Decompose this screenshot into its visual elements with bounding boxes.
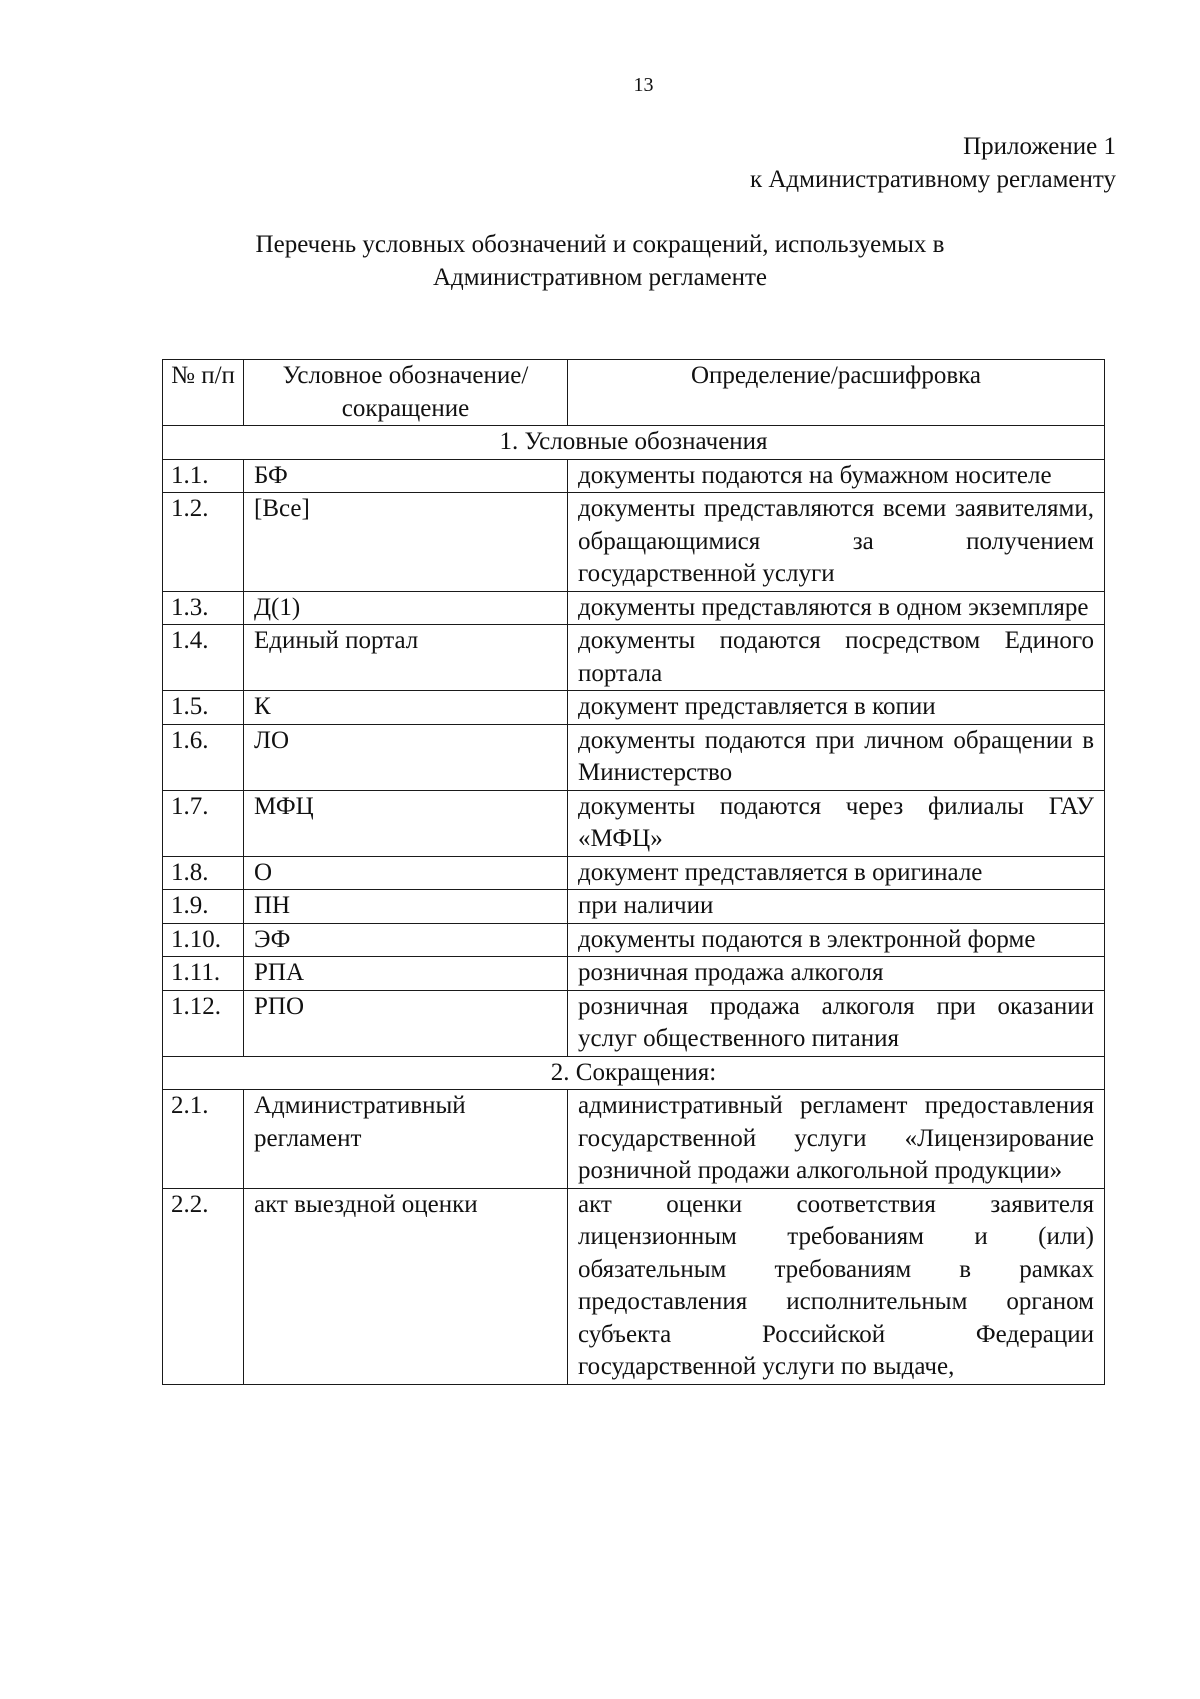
table-row (163, 459, 1105, 493)
section-row (163, 1056, 1105, 1090)
table-row (163, 1090, 1105, 1189)
table-row (163, 923, 1105, 957)
header-definition: Определение/расшифровка (568, 360, 1105, 426)
page-number: 13 (633, 74, 654, 96)
row-number: 1.7. (163, 790, 244, 856)
row-number: 1.9. (163, 890, 244, 924)
row-number: 1.12. (163, 990, 244, 1056)
row-definition: документы подаются через филиалы ГАУ «МФЦ» (568, 790, 1105, 856)
row-definition: документы подаются в электронной форме (568, 923, 1105, 957)
row-number: 1.2. (163, 493, 244, 592)
table-row (163, 1188, 1105, 1384)
row-number: 1.1. (163, 459, 244, 493)
header-number: № п/п (163, 360, 244, 426)
row-abbreviation: Единый портал (244, 625, 568, 691)
document-title-line-1: Перечень условных обозначений и сокращений, используемых в (255, 231, 945, 258)
row-definition: розничная продажа алкоголя (568, 957, 1105, 991)
row-abbreviation: ЛО (244, 724, 568, 790)
row-number: 1.3. (163, 591, 244, 625)
row-number: 1.4. (163, 625, 244, 691)
row-abbreviation: К (244, 691, 568, 725)
row-abbreviation: акт выездной оценки (244, 1188, 568, 1384)
row-definition: розничная продажа алкоголя при оказании услуг общественного питания (568, 990, 1105, 1056)
row-abbreviation: О (244, 856, 568, 890)
row-abbreviation: Административный регламент (244, 1090, 568, 1189)
abbreviations-table (162, 359, 1105, 1385)
appendix-number: Приложение 1 (963, 133, 1116, 160)
row-abbreviation: Д(1) (244, 591, 568, 625)
row-abbreviation: ПН (244, 890, 568, 924)
table-row (163, 790, 1105, 856)
row-number: 1.5. (163, 691, 244, 725)
section-title: 1. Условные обозначения (163, 426, 1105, 460)
table-row (163, 625, 1105, 691)
table-row (163, 493, 1105, 592)
table-row (163, 856, 1105, 890)
table-row (163, 724, 1105, 790)
row-number: 1.8. (163, 856, 244, 890)
table-row (163, 957, 1105, 991)
row-abbreviation: БФ (244, 459, 568, 493)
table-row (163, 691, 1105, 725)
row-definition: документы подаются при личном обращении в Министерство (568, 724, 1105, 790)
document-title (150, 228, 1050, 294)
row-definition: при наличии (568, 890, 1105, 924)
row-definition: документ представляется в оригинале (568, 856, 1105, 890)
section-title: 2. Сокращения: (163, 1056, 1105, 1090)
row-number: 2.1. (163, 1090, 244, 1189)
table-row (163, 990, 1105, 1056)
row-definition: документы представляются всеми заявителями, обращающимися за получением государственной услуги (568, 493, 1105, 592)
row-abbreviation: РПА (244, 957, 568, 991)
appendix-reference: к Административному регламенту (749, 166, 1116, 193)
table-row (163, 890, 1105, 924)
row-abbreviation: РПО (244, 990, 568, 1056)
header-abbreviation: Условное обозначение/сокращение (244, 360, 568, 426)
row-definition: административный регламент предоставления государственной услуги «Лицензирование розничной продажи алкогольной продукции» (568, 1090, 1105, 1189)
row-number: 2.2. (163, 1188, 244, 1384)
section-row (163, 426, 1105, 460)
appendix-header (750, 130, 1116, 196)
row-definition: документы подаются посредством Единого портала (568, 625, 1105, 691)
document-title-line-2: Административном регламенте (432, 264, 768, 291)
table-header-row (163, 360, 1105, 426)
row-abbreviation: [Все] (244, 493, 568, 592)
row-number: 1.11. (163, 957, 244, 991)
row-number: 1.6. (163, 724, 244, 790)
row-definition: документы представляются в одном экземпляре (568, 591, 1105, 625)
row-definition: акт оценки соответствия заявителя лицензионным требованиям и (или) обязательным требованиям в рамках предоставления исполнительным органом субъекта Российской Федерации государственной услуги по выдаче, (568, 1188, 1105, 1384)
row-definition: документы подаются на бумажном носителе (568, 459, 1105, 493)
row-abbreviation: МФЦ (244, 790, 568, 856)
row-number: 1.10. (163, 923, 244, 957)
row-abbreviation: ЭФ (244, 923, 568, 957)
row-definition: документ представляется в копии (568, 691, 1105, 725)
table-row (163, 591, 1105, 625)
